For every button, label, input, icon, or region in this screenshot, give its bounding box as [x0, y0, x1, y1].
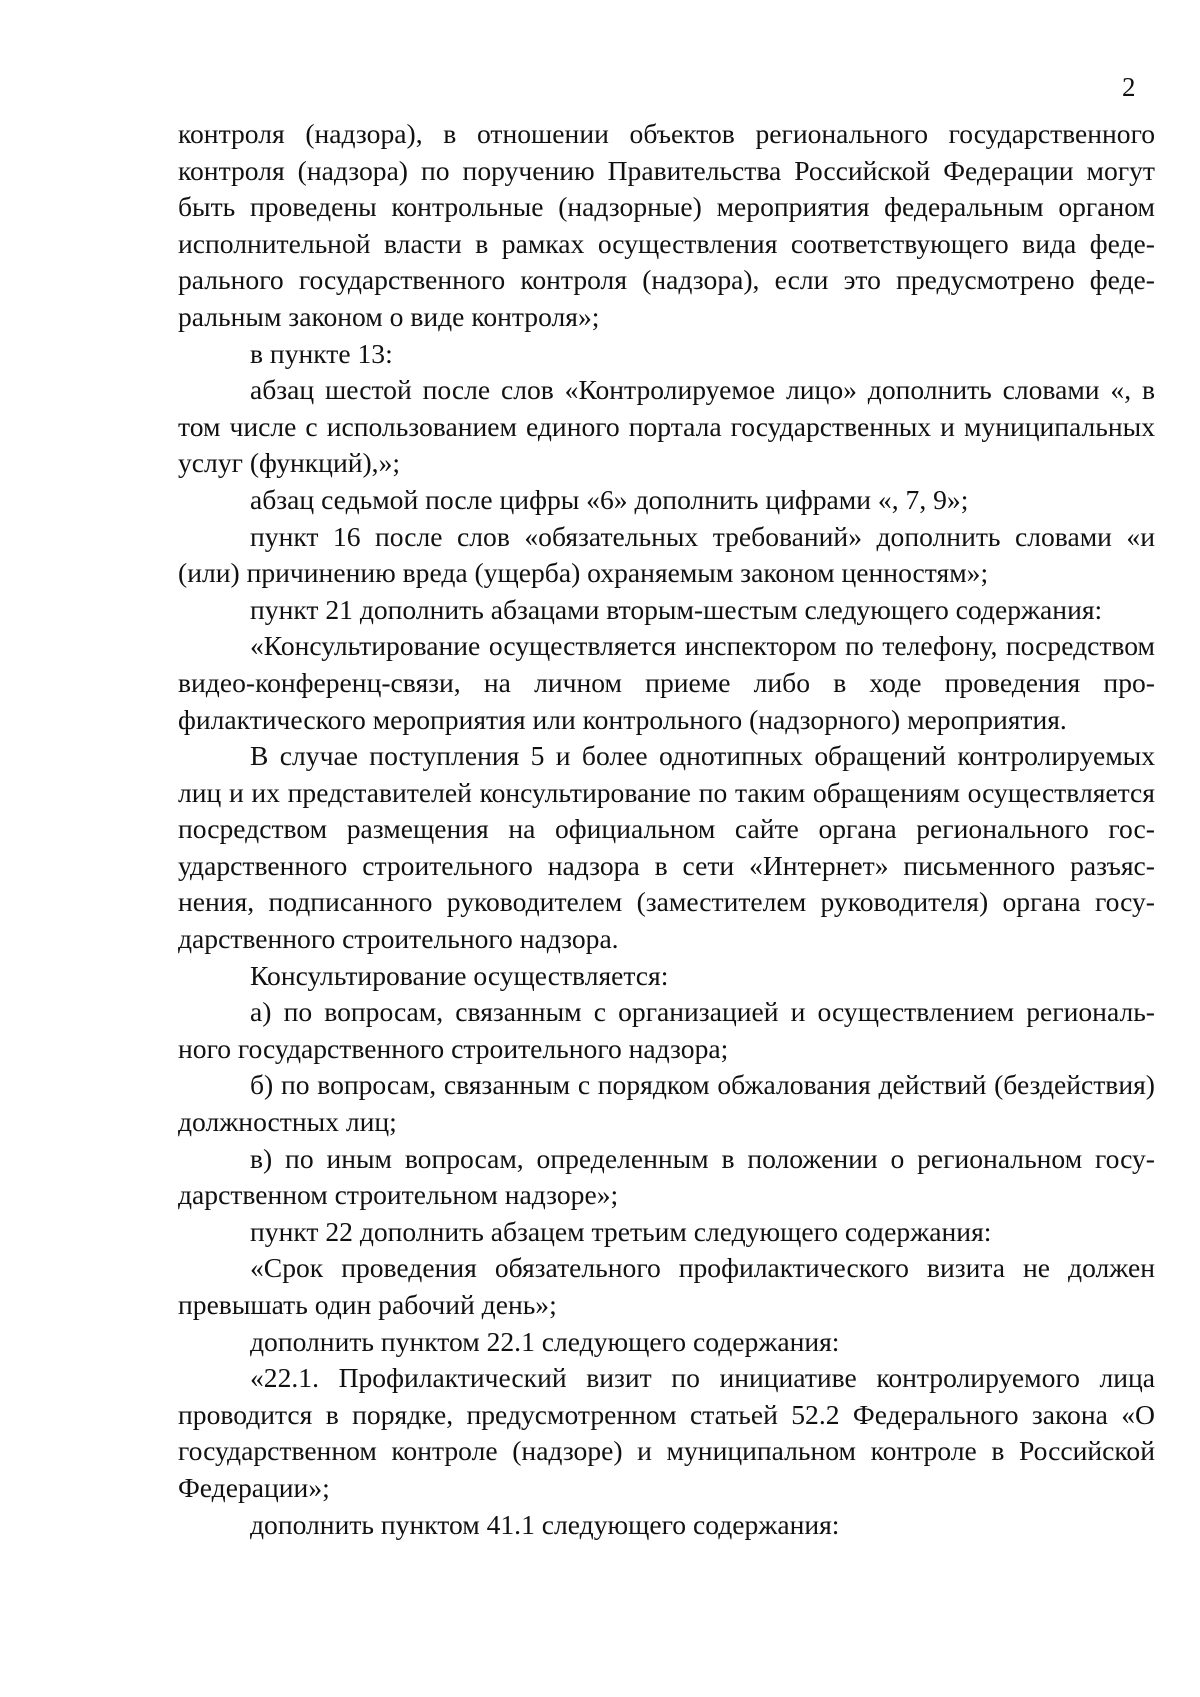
page-number: 2 [1122, 72, 1136, 102]
paragraph: б) по вопросам, связанным с порядком обжалования действий (бездействия) должностных лиц; [178, 1069, 1155, 1138]
paragraph: пункт 22 дополнить абзацем третьим следующего содержания: [250, 1215, 992, 1247]
paragraph: а) по вопросам, связанным с организацией и осуществлением регионального государственного строительного надзора; [178, 996, 1155, 1064]
paragraph: дополнить пунктом 22.1 следующего содержания: [250, 1325, 840, 1357]
paragraph: «Срок проведения обязательного профилактического визита не должен превышать один рабочий день»; [178, 1252, 1155, 1320]
paragraph: пункт 16 после слов «обязательных требований» дополнить словами «и (или) причинению вреда (ущерба) охраняемым законом ценностям»; [178, 520, 1155, 589]
paragraph: пункт 21 дополнить абзацами вторым-шестым следующего содержания: [250, 593, 1103, 625]
paragraph: «22.1. Профилактический визит по инициативе контролируемого лица проводится в порядке, предусмотренном статьей 52.2 Федерального закона «О государственном контроле (надзоре) и муниципальном контроле в Российской Федерации»; [178, 1362, 1155, 1503]
paragraph: абзац седьмой после цифры «6» дополнить цифрами «, 7, 9»; [250, 483, 969, 515]
paragraph: В случае поступления 5 и более однотипных обращений контролируемых лиц и их представителей консультирование по таким обращениям осуществляется посредством размещения на официальном сайте органа регионального государственного строительного надзора в сети «Интернет» письменного разъяснения, подписанного руководителем (заместителем руководителя) органа государственного строительного надзора. [178, 740, 1155, 955]
paragraph: в) по иным вопросам, определенным в положении о региональном государственном строительном надзоре»; [178, 1142, 1155, 1211]
paragraph: «Консультирование осуществляется инспектором по телефону, посредством видео-конференц-связи, на личном приеме либо в ходе проведения профилактического мероприятия или контрольного (надзорного) мероприятия. [178, 630, 1155, 735]
document-body [178, 116, 1155, 1543]
paragraph: Консультирование осуществляется: [250, 959, 669, 991]
paragraph: в пункте 13: [250, 337, 393, 369]
paragraph: абзац шестой после слов «Контролируемое лицо» дополнить словами «, в том числе с использованием единого портала государственных и муниципальных услуг (функций),»; [178, 374, 1155, 479]
paragraph: дополнить пунктом 41.1 следующего содержания: [250, 1508, 840, 1540]
paragraph: контроля (надзора), в отношении объектов регионального государственного контроля (надзора) по поручению Правительства Российской Федерации могут быть проведены контрольные (надзорные) мероприятия федеральным органом исполнительной власти в рамках осуществления соответствующего вида федерального государственного контроля (надзора), если это предусмотрено федеральным законом о виде контроля»; [178, 118, 1155, 332]
